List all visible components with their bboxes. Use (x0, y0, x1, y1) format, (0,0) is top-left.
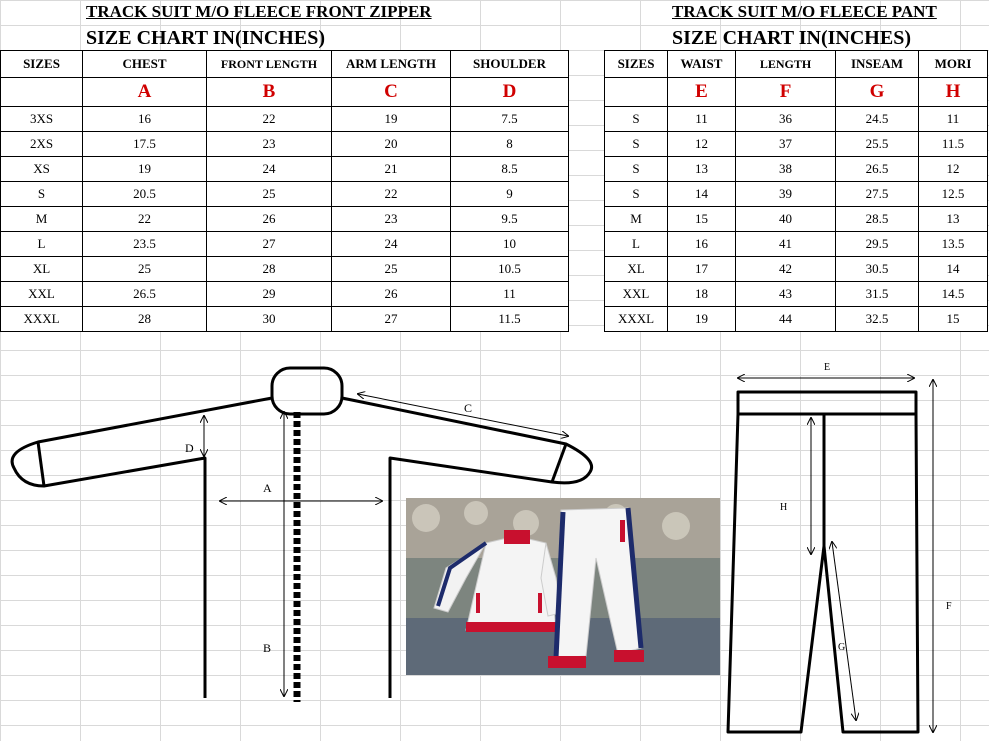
waistband-shape (738, 392, 916, 414)
table-cell: 28 (207, 257, 332, 282)
product-photo (406, 498, 720, 675)
table-cell: 9.5 (451, 207, 569, 232)
table-cell: 11 (668, 107, 736, 132)
table-cell: XL (1, 257, 83, 282)
header-inseam: INSEAM (836, 51, 919, 78)
table-cell: 26.5 (83, 282, 207, 307)
table-cell: S (1, 182, 83, 207)
diagram-label-e: E (824, 362, 831, 373)
table-cell: 26 (332, 282, 451, 307)
table-cell: S (605, 157, 668, 182)
table-cell: 17 (668, 257, 736, 282)
letter-a: A (83, 78, 207, 107)
table-row (605, 232, 988, 257)
letter-e: E (668, 78, 736, 107)
diagram-label-a: A (263, 481, 272, 495)
table-cell: 24 (207, 157, 332, 182)
table-cell: 14 (919, 257, 988, 282)
table-row (605, 282, 988, 307)
header-length: LENGTH (736, 51, 836, 78)
collar-shape (272, 368, 342, 414)
table-cell: 22 (332, 182, 451, 207)
table-cell: 20 (332, 132, 451, 157)
table-cell: 44 (736, 307, 836, 332)
table-cell: 19 (668, 307, 736, 332)
table-cell: 15 (919, 307, 988, 332)
jacket-subtitle: SIZE CHART IN(INCHES) (86, 27, 325, 49)
table-cell: 17.5 (83, 132, 207, 157)
table-row (605, 207, 988, 232)
table-row (1, 257, 569, 282)
table-cell: 19 (332, 107, 451, 132)
table-row (605, 182, 988, 207)
jacket-title: TRACK SUIT M/O FLEECE FRONT ZIPPER (86, 2, 432, 21)
header-mori: MORI (919, 51, 988, 78)
table-cell: 23 (207, 132, 332, 157)
table-cell: 30.5 (836, 257, 919, 282)
table-cell: 31.5 (836, 282, 919, 307)
table-cell: 10 (451, 232, 569, 257)
table-cell: 21 (332, 157, 451, 182)
table-cell: 30 (207, 307, 332, 332)
arrow-g (832, 542, 856, 720)
table-cell: 25 (207, 182, 332, 207)
table-cell: 12.5 (919, 182, 988, 207)
left-cuff (38, 442, 44, 486)
pant-subtitle: SIZE CHART IN(INCHES) (672, 27, 911, 49)
table-cell: 13 (668, 157, 736, 182)
table-row (1, 307, 569, 332)
table-cell: 27.5 (836, 182, 919, 207)
table-cell: 13.5 (919, 232, 988, 257)
right-cuff (552, 444, 566, 482)
pant-diagram (700, 360, 989, 741)
table-cell: 41 (736, 232, 836, 257)
table-cell: 40 (736, 207, 836, 232)
table-cell: 22 (83, 207, 207, 232)
table-cell: 13 (919, 207, 988, 232)
table-cell: 22 (207, 107, 332, 132)
table-cell: 42 (736, 257, 836, 282)
table-cell: 12 (668, 132, 736, 157)
table-cell: 10.5 (451, 257, 569, 282)
header-sizes: SIZES (1, 51, 83, 78)
table-cell: 39 (736, 182, 836, 207)
letter-h: H (919, 78, 988, 107)
table-cell: 14 (668, 182, 736, 207)
diagram-label-g: G (838, 642, 846, 653)
diagram-label-d: D (185, 441, 194, 455)
letter-blank (1, 78, 83, 107)
table-cell: 25 (332, 257, 451, 282)
jacket-size-table (0, 50, 569, 332)
table-cell: 11 (919, 107, 988, 132)
letter-f: F (736, 78, 836, 107)
table-cell: S (605, 182, 668, 207)
table-cell: 24.5 (836, 107, 919, 132)
table-cell: 28.5 (836, 207, 919, 232)
table-cell: 25 (83, 257, 207, 282)
table-cell: XXL (605, 282, 668, 307)
table-cell: 29.5 (836, 232, 919, 257)
table-cell: 11 (451, 282, 569, 307)
letter-g: G (836, 78, 919, 107)
table-row (1, 282, 569, 307)
table-cell: 23.5 (83, 232, 207, 257)
table-cell: 27 (332, 307, 451, 332)
table-row (605, 257, 988, 282)
table-cell: L (605, 232, 668, 257)
table-cell: XXL (1, 282, 83, 307)
table-cell: 12 (919, 157, 988, 182)
table-cell: 3XS (1, 107, 83, 132)
table-row (605, 132, 988, 157)
table-cell: 36 (736, 107, 836, 132)
table-cell: 8 (451, 132, 569, 157)
table-cell: S (605, 132, 668, 157)
table-cell: 16 (668, 232, 736, 257)
pant-title: TRACK SUIT M/O FLEECE PANT (672, 2, 937, 21)
pant-size-table (604, 50, 988, 332)
table-cell: 11.5 (919, 132, 988, 157)
table-cell: M (1, 207, 83, 232)
table-row (1, 232, 569, 257)
letter-d: D (451, 78, 569, 107)
table-row (1, 182, 569, 207)
header-arm-length: ARM LENGTH (332, 51, 451, 78)
table-cell: 27 (207, 232, 332, 257)
table-cell: 20.5 (83, 182, 207, 207)
table-cell: S (605, 107, 668, 132)
table-cell: XXXL (605, 307, 668, 332)
table-row (605, 157, 988, 182)
arrow-c (358, 394, 568, 436)
table-row (1, 132, 569, 157)
diagram-label-h: H (780, 502, 788, 513)
table-cell: 8.5 (451, 157, 569, 182)
letter-c: C (332, 78, 451, 107)
diagram-label-f: F (946, 601, 952, 612)
table-cell: 18 (668, 282, 736, 307)
table-cell: 23 (332, 207, 451, 232)
table-cell: 15 (668, 207, 736, 232)
table-cell: 25.5 (836, 132, 919, 157)
table-cell: 26 (207, 207, 332, 232)
table-cell: XL (605, 257, 668, 282)
table-row (1, 107, 569, 132)
table-cell: 11.5 (451, 307, 569, 332)
left-sleeve-body (12, 398, 272, 698)
table-row (1, 207, 569, 232)
table-cell: 43 (736, 282, 836, 307)
table-cell: 9 (451, 182, 569, 207)
table-cell: 26.5 (836, 157, 919, 182)
table-cell: L (1, 232, 83, 257)
header-chest: CHEST (83, 51, 207, 78)
table-row (1, 157, 569, 182)
letter-blank (605, 78, 668, 107)
table-cell: 14.5 (919, 282, 988, 307)
table-cell: 24 (332, 232, 451, 257)
table-cell: 29 (207, 282, 332, 307)
table-row (605, 107, 988, 132)
table-cell: 7.5 (451, 107, 569, 132)
table-row (605, 307, 988, 332)
table-cell: 37 (736, 132, 836, 157)
header-shoulder: SHOULDER (451, 51, 569, 78)
table-cell: 16 (83, 107, 207, 132)
table-cell: XS (1, 157, 83, 182)
header-waist: WAIST (668, 51, 736, 78)
table-cell: 28 (83, 307, 207, 332)
header-sizes: SIZES (605, 51, 668, 78)
table-cell: XXXL (1, 307, 83, 332)
tracksuit-photo-illustration (406, 498, 720, 675)
diagram-label-c: C (464, 401, 473, 415)
table-cell: 38 (736, 157, 836, 182)
table-cell: 19 (83, 157, 207, 182)
table-cell: 2XS (1, 132, 83, 157)
letter-b: B (207, 78, 332, 107)
table-cell: M (605, 207, 668, 232)
header-front-length: FRONT LENGTH (207, 51, 332, 78)
table-cell: 32.5 (836, 307, 919, 332)
diagram-label-b: B (263, 641, 272, 655)
